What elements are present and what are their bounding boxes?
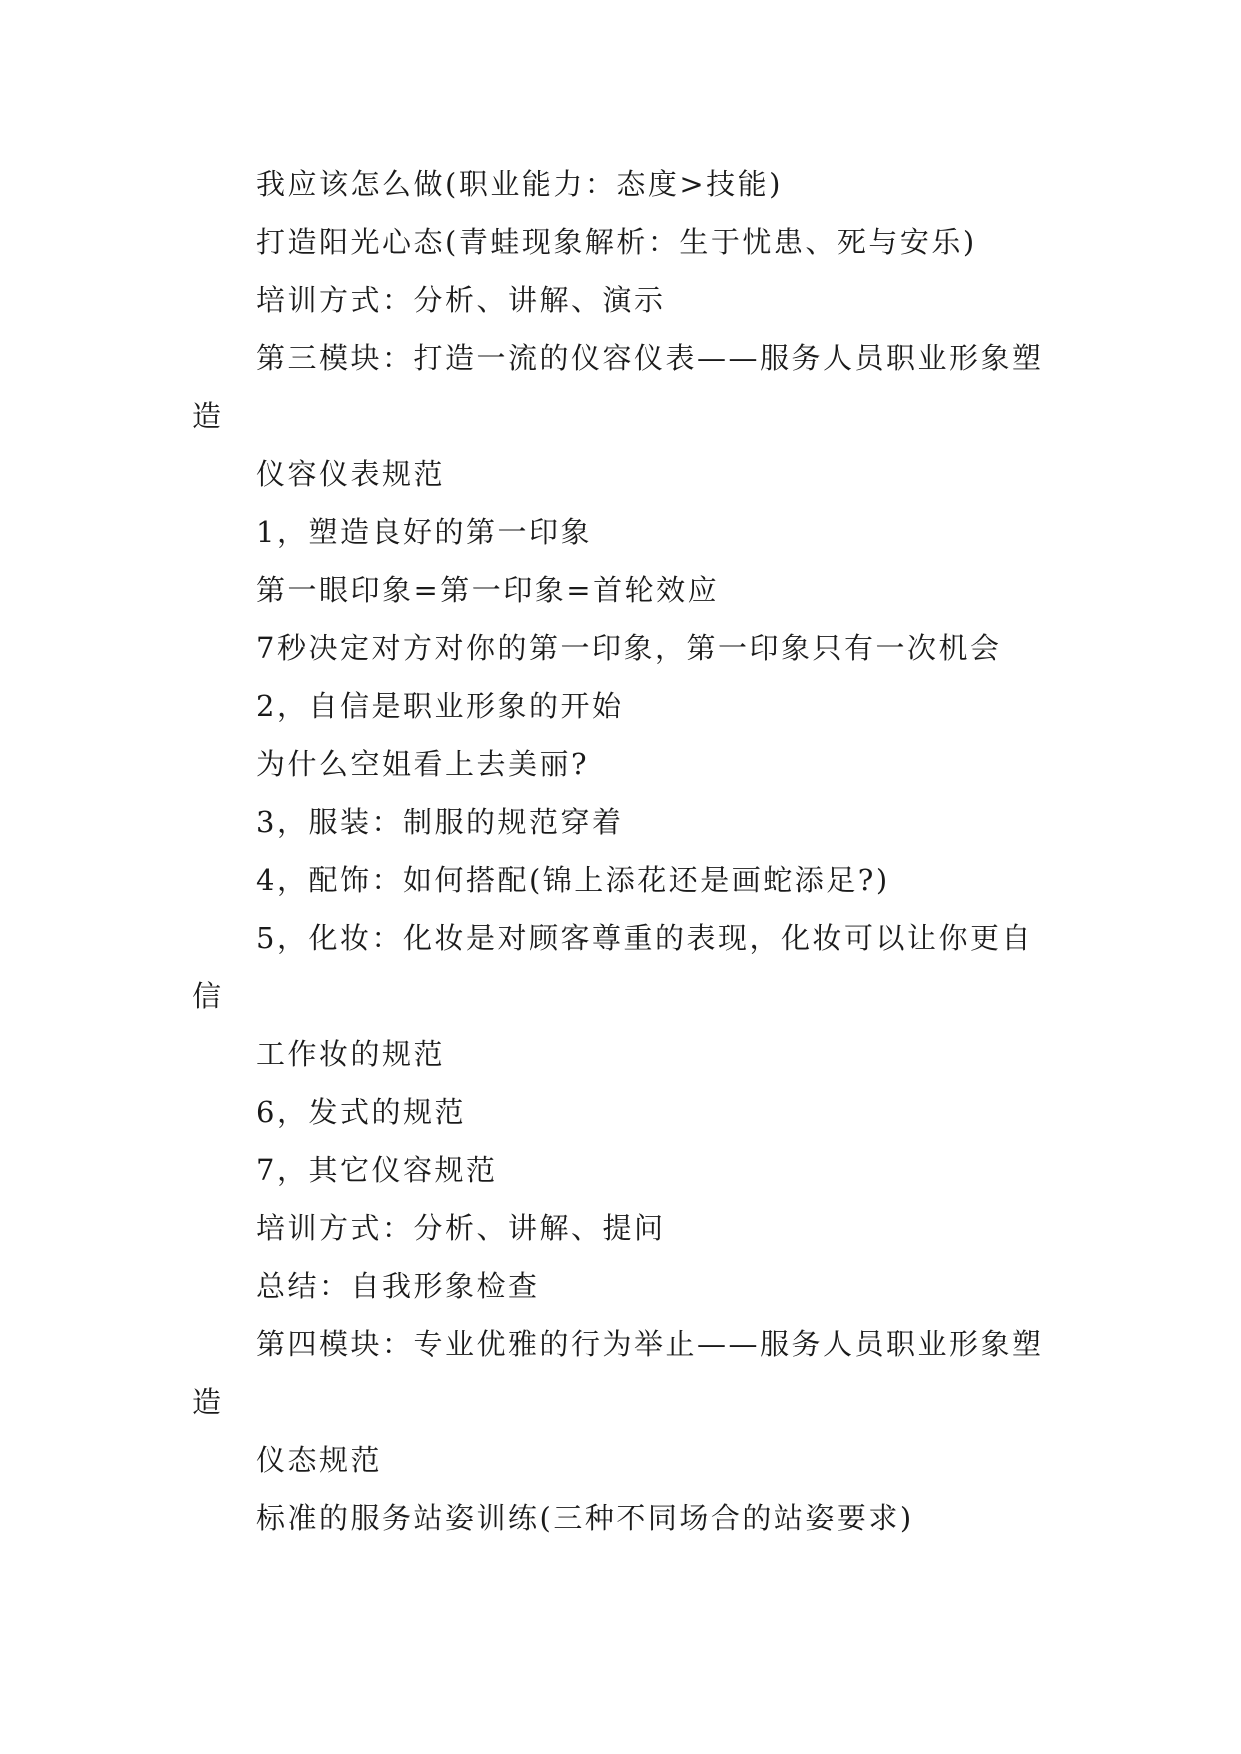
paragraph: 3，服装：制服的规范穿着 <box>256 805 624 839</box>
paragraph: 仪态规范 <box>256 1443 383 1477</box>
section-heading: 第三模块：打造一流的仪容仪表——服务人员职业形象塑造 <box>192 341 1044 433</box>
paragraph: 7秒决定对方对你的第一印象，第一印象只有一次机会 <box>256 631 1002 665</box>
paragraph: 打造阳光心态(青蛙现象解析：生于忧患、死与安乐) <box>256 225 977 259</box>
paragraph: 为什么空姐看上去美丽? <box>256 747 590 781</box>
paragraph: 4，配饰：如何搭配(锦上添花还是画蛇添足?) <box>256 863 890 897</box>
section-heading: 第四模块：专业优雅的行为举止——服务人员职业形象塑造 <box>192 1327 1044 1419</box>
paragraph: 2，自信是职业形象的开始 <box>256 689 624 723</box>
paragraph: 1，塑造良好的第一印象 <box>256 515 592 549</box>
paragraph: 标准的服务站姿训练(三种不同场合的站姿要求) <box>256 1501 914 1535</box>
paragraph: 总结：自我形象检查 <box>256 1269 540 1303</box>
paragraph: 7，其它仪容规范 <box>256 1153 498 1187</box>
document-body <box>192 155 1052 1547</box>
paragraph: 我应该怎么做(职业能力：态度>技能) <box>256 167 783 201</box>
paragraph: 5，化妆：化妆是对顾客尊重的表现，化妆可以让你更自信 <box>192 921 1033 1013</box>
paragraph: 培训方式：分析、讲解、提问 <box>256 1211 666 1245</box>
paragraph: 仪容仪表规范 <box>256 457 446 491</box>
paragraph: 工作妆的规范 <box>256 1037 446 1071</box>
paragraph: 第一眼印象=第一印象=首轮效应 <box>256 573 720 607</box>
paragraph: 6，发式的规范 <box>256 1095 466 1129</box>
paragraph: 培训方式：分析、讲解、演示 <box>256 283 666 317</box>
